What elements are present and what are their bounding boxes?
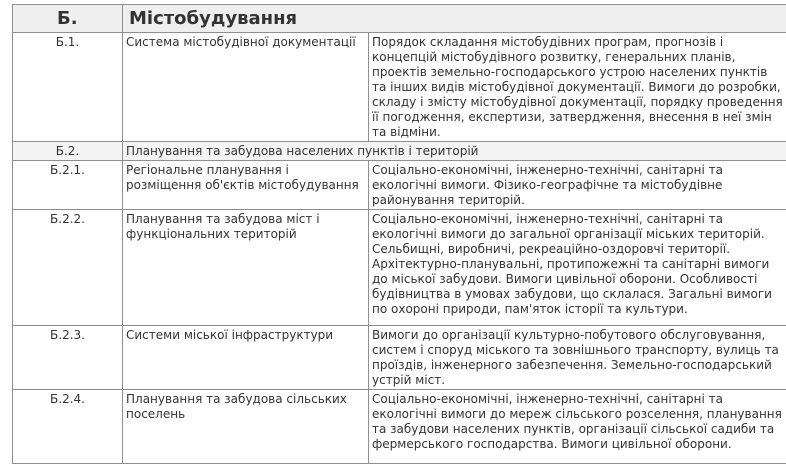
row-description: Порядок складання містобудівних програм, прогнозів і концепцій містобудівного розвитку, генеральних планів, проектів земельно-господарського устрою населених пунктів та інших видів містобудівної документації. Вимоги до розробки, складу і змісту містобудівної документації, порядку проведення її погодження, експертизи, затвердження, внесення в неї змін та відміни. <box>369 33 786 142</box>
row-name: Планування та забудова сільських поселень <box>123 390 369 464</box>
subsection-title: Планування та забудова населених пунктів і територій <box>123 142 786 161</box>
row-name: Системи міської інфраструктури <box>123 326 369 390</box>
row-code: Б.2.2. <box>13 210 123 326</box>
row-description: Соціально-економічні, інженерно-технічні, санітарні та екологічні вимоги. Фізико-географічне та містобудівне районування територій. <box>369 161 786 210</box>
row-code: Б.2.4. <box>13 390 123 464</box>
row-name: Регіональне планування і розміщення об'єктів містобудування <box>123 161 369 210</box>
row-description: Соціально-економічні, інженерно-технічні, санітарні та екологічні вимоги до загальної організації міських територій. Сельбищні, виробничі, рекреаційно-оздоровчі території. Архітектурно-планувальні, протипожежні та санітарні вимоги до міської забудови. Вимоги цивільної оборони. Особливості будівництва в умовах забудови, що склалася. Загальні вимоги по охороні природи, пам'яток історії та культури. <box>369 210 786 326</box>
table-row <box>13 161 786 210</box>
row-description: Вимоги до організації культурно-побутового обслуговування, систем і споруд міського та зовнішнього транспорту, вулиць та проїздів, інженерного забезпечення. Земельно-господарський устрій міст. <box>369 326 786 390</box>
row-name: Система містобудівної документації <box>123 33 369 142</box>
row-code: Б.2.1. <box>13 161 123 210</box>
section-code: Б. <box>13 5 123 33</box>
subsection-code: Б.2. <box>13 142 123 161</box>
table-row <box>13 390 786 464</box>
row-name: Планування та забудова міст і функціональних територій <box>123 210 369 326</box>
row-code: Б.2.3. <box>13 326 123 390</box>
row-code: Б.1. <box>13 33 123 142</box>
table-row <box>13 33 786 142</box>
section-title: Містобудування <box>123 5 786 33</box>
standards-table <box>12 4 786 464</box>
table-row <box>13 210 786 326</box>
section-header-row <box>13 5 786 33</box>
table-row <box>13 326 786 390</box>
row-description: Соціально-економічні, інженерно-технічні, санітарні та екологічні вимоги до мереж сільського розселення, планування та забудови населених пунктів, організації сільської садиби та фермерського господарства. Вимоги цивільної оборони. <box>369 390 786 464</box>
subsection-row <box>13 142 786 161</box>
